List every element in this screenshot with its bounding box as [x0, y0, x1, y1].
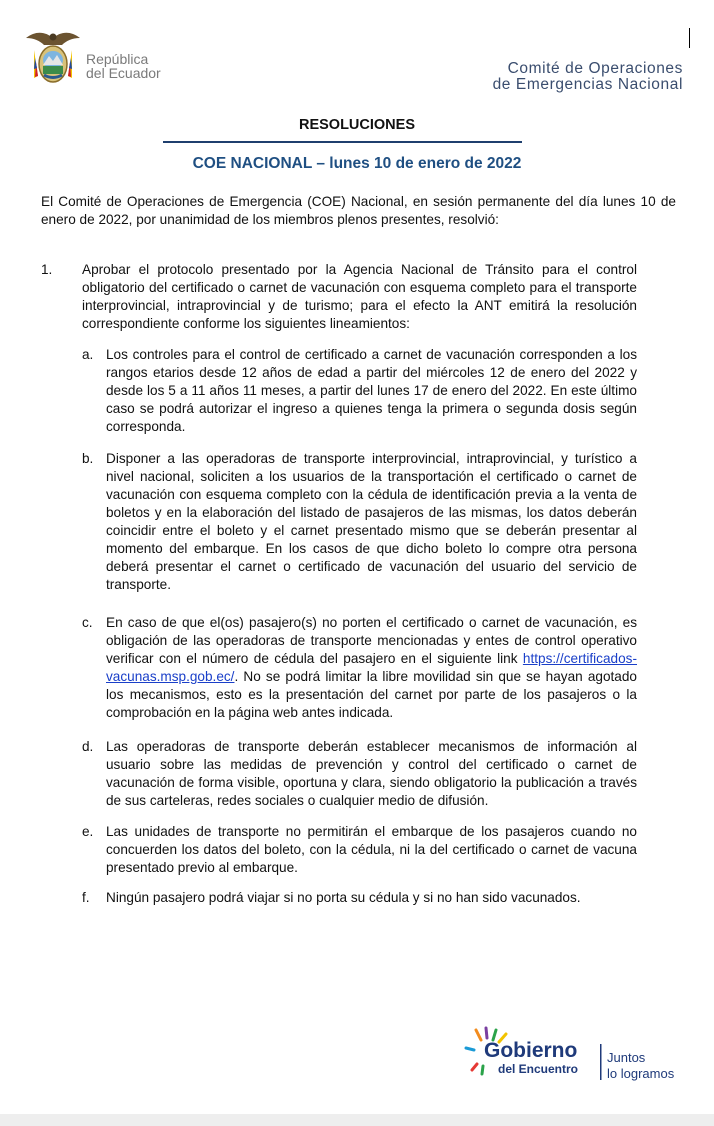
heading-divider [163, 141, 522, 143]
subitem-text-a: Los controles para el control de certificado a carnet de vacunación corresponden a los rangos etarios desde 12 años de edad a partir del miércoles 12 de enero del 2022 y desde los 5 a 11 años 11 meses, a partir del lunes 17 de enero del 2022. En este último caso se podrá autorizar el ingreso a quienes tenga la primera o segunda dosis según corresponda. [106, 347, 637, 434]
subitem-letter-a: a. [82, 347, 94, 362]
certificados-link-part2[interactable]: vacunas.msp.gob.ec/ [106, 669, 235, 684]
document-heading: RESOLUCIONES [298, 117, 415, 133]
subitem-c-text-after: . No se podrá limitar la libre movilidad sin que se hayan agotado los mecanismos, esto es la presentación del carnet por parte de los pasajeros o la comprobación en la página web antes indicada. [106, 669, 637, 720]
certificados-link-part1[interactable]: https://certificados- [522, 651, 637, 666]
item-number: 1. [41, 262, 53, 277]
logo-word-gobierno: Gobierno [484, 1039, 578, 1062]
item-text: Aprobar el protocolo presentado por la Agencia Nacional de Tránsito para el control obligatorio del certificado o carnet de vacunación con esquema completo para el transporte interprovincial, intraprovincial y de turismo; para el efecto la ANT emitirá la resolución correspondiente conforme los siguientes lineamientos: [82, 262, 637, 331]
republic-name-line1: República [86, 51, 149, 67]
subitem-letter-f: f. [82, 890, 90, 905]
subitem-letter-c: c. [82, 615, 93, 630]
subitem-text-e: Las unidades de transporte no permitirán el embarque de los pasajeros cuando no concuerden los datos del boleto, con la cédula, ni la del certificado o carnet de vacuna presentado previo al embarque. [106, 824, 637, 875]
ecuador-coat-of-arms-icon [22, 28, 84, 88]
committee-name-line2: de Emergencias Nacional [492, 76, 683, 93]
subitem-text-f: Ningún pasajero podrá viajar si no porta su cédula y si no han sido vacunados. [106, 890, 581, 905]
gobierno-del-encuentro-logo [464, 1026, 694, 1086]
committee-name-line1: Comité de Operaciones [507, 60, 683, 77]
republic-name-line2: del Ecuador [86, 65, 161, 81]
subitem-text-d: Las operadoras de transporte deberán establecer mecanismos de información al usuario sobre las medidas de prevención y control del certificado o carnet de vacunación de forma visible, oportuna y clara, siendo obligatorio la publicación a través de sus carteleras, redes sociales o cualquier medio de difusión. [106, 739, 637, 808]
subitem-text-c [106, 614, 637, 722]
subitem-letter-b: b. [82, 451, 94, 466]
subitem-letter-d: d. [82, 739, 94, 754]
subitem-text-b: Disponer a las operadoras de transporte interprovincial, intraprovincial, y turístico a nivel nacional, soliciten a los usuarios de la transportación el certificado o carnet de vacunación con esquema completo con la cédula de identificación previa a la venta de boletos y en la elaboración del listado de pasajeros de las mismas, los datos deberán coincidir entre el boleto y el carnet presentado mismo que se deberán presentar al momento del embarque. En los casos de que dicho boleto lo compre otra persona deberá presentar el carnet o certificado de vacunación del usuario del servicio de transporte. [106, 451, 637, 592]
subitem-letter-e: e. [82, 824, 94, 839]
slogan-line2: lo logramos [607, 1066, 675, 1081]
subitem-c-text-before: En caso de que el(os) pasajero(s) no porten el certificado o carnet de vacunación, es obligación de las operadoras de transporte mencionadas y entes de control operativo verificar con el número de cédula del pasajero en el siguiente link [106, 615, 637, 666]
page-bottom-strip [0, 1114, 714, 1126]
session-title: COE NACIONAL – lunes 10 de enero de 2022 [192, 155, 522, 172]
intro-paragraph: El Comité de Operaciones de Emergencia (COE) Nacional, en sesión permanente del día lunes 10 de enero de 2022, por unanimidad de los miembros plenos presentes, resolvió: [41, 194, 676, 227]
slogan-line1: Juntos [607, 1050, 646, 1065]
logo-word-encuentro: del Encuentro [498, 1062, 579, 1076]
text-cursor [689, 28, 690, 48]
